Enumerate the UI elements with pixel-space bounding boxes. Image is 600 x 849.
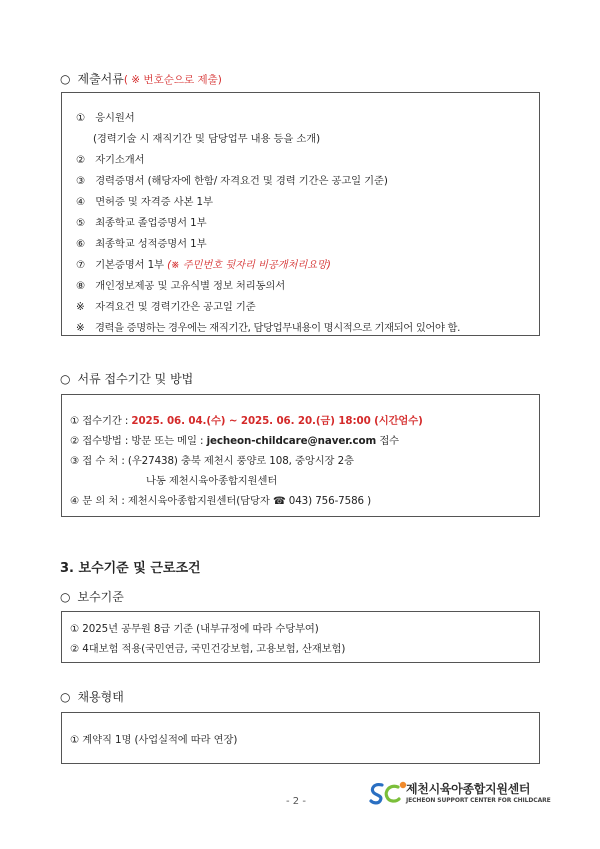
employment-heading <box>60 688 124 705</box>
logo-title: 제천시육아종합지원센터 <box>406 782 531 796</box>
receipt-contact: ④ 문 의 처 : 제천시육아종합지원센터(담당자 ☎ 043) 756-7586 ) <box>70 495 372 507</box>
docs-heading <box>60 70 222 87</box>
list-item: ② 4대보험 적용(국민연금, 국민건강보험, 고용보험, 산재보험) <box>70 643 346 655</box>
list-item: ① 응시원서 <box>76 112 135 124</box>
pay-heading <box>60 588 124 605</box>
receipt-address-line2: 나동 제천시육아종합지원센터 <box>146 475 278 487</box>
list-item: ※ 자격요건 및 경력기간은 공고일 기준 <box>76 301 256 313</box>
bullet-circle: ○ <box>60 72 71 86</box>
page-number: - 2 - <box>286 796 306 807</box>
list-item: ① 계약직 1명 (사업실적에 따라 연장) <box>70 734 238 746</box>
receipt-heading <box>60 370 193 387</box>
list-item: ④ 면허증 및 자격증 사본 1부 <box>76 196 213 208</box>
logo-subtitle: JECHEON SUPPORT CENTER FOR CHILDCARE <box>406 797 551 804</box>
receipt-period: ① 접수기간 : 2025. 06. 04.(수) ~ 2025. 06. 20.(금) 18:00 (시간엄수) <box>70 415 423 427</box>
receipt-method: ② 접수방법 : 방문 또는 메일 : jecheon-childcare@naver.com 접수 <box>70 435 400 447</box>
list-item: ② 자기소개서 <box>76 154 145 166</box>
list-item: ③ 경력증명서 (해당자에 한함/ 자격요건 및 경력 기간은 공고일 기준) <box>76 175 388 187</box>
docs-box <box>61 92 540 336</box>
employment-heading-text: 채용형태 <box>77 690 124 704</box>
receipt-heading-text: 서류 접수기간 및 방법 <box>77 372 194 386</box>
pay-box <box>61 611 540 663</box>
list-item: ⑦ 기본증명서 1부 (※ 주민번호 뒷자리 비공개처리요망) <box>76 259 331 271</box>
list-item: ※ 경력을 증명하는 경우에는 재직기간, 담당업무내용이 명시적으로 기재되어 있어야 함. <box>76 322 461 334</box>
bullet-circle: ○ <box>60 690 71 704</box>
receipt-address: ③ 접 수 처 : (우27438) 충북 제천시 풍양로 108, 중앙시장 2층 <box>70 455 354 467</box>
bullet-circle: ○ <box>60 372 71 386</box>
logo-mark-icon <box>368 779 410 807</box>
phone-icon: ☎ <box>272 495 286 507</box>
receipt-email[interactable]: jecheon-childcare@naver.com <box>206 435 377 447</box>
section-title: 3. 보수기준 및 근로조건 <box>60 561 201 576</box>
docs-heading-text: 제출서류 <box>77 72 124 86</box>
docs-heading-note: ( ※ 번호순으로 제출) <box>123 74 222 86</box>
receipt-period-value: 2025. 06. 04.(수) ~ 2025. 06. 20.(금) 18:00 (시간엄수) <box>131 415 423 427</box>
receipt-box <box>61 394 540 517</box>
list-item: ⑤ 최종학교 졸업증명서 1부 <box>76 217 207 229</box>
id-privacy-note: (※ 주민번호 뒷자리 비공개처리요망) <box>167 259 331 271</box>
bullet-circle: ○ <box>60 590 71 604</box>
pay-heading-text: 보수기준 <box>77 590 124 604</box>
list-item: ⑥ 최종학교 성적증명서 1부 <box>76 238 207 250</box>
list-item: ① 2025년 공무원 8급 기준 (내부규정에 따라 수당부여) <box>70 623 319 635</box>
list-item: ⑧ 개인정보제공 및 고유식별 정보 처리동의서 <box>76 280 286 292</box>
employment-box <box>61 712 540 764</box>
list-item: (경력기술 시 재직기간 및 담당업무 내용 등을 소개) <box>93 133 320 145</box>
